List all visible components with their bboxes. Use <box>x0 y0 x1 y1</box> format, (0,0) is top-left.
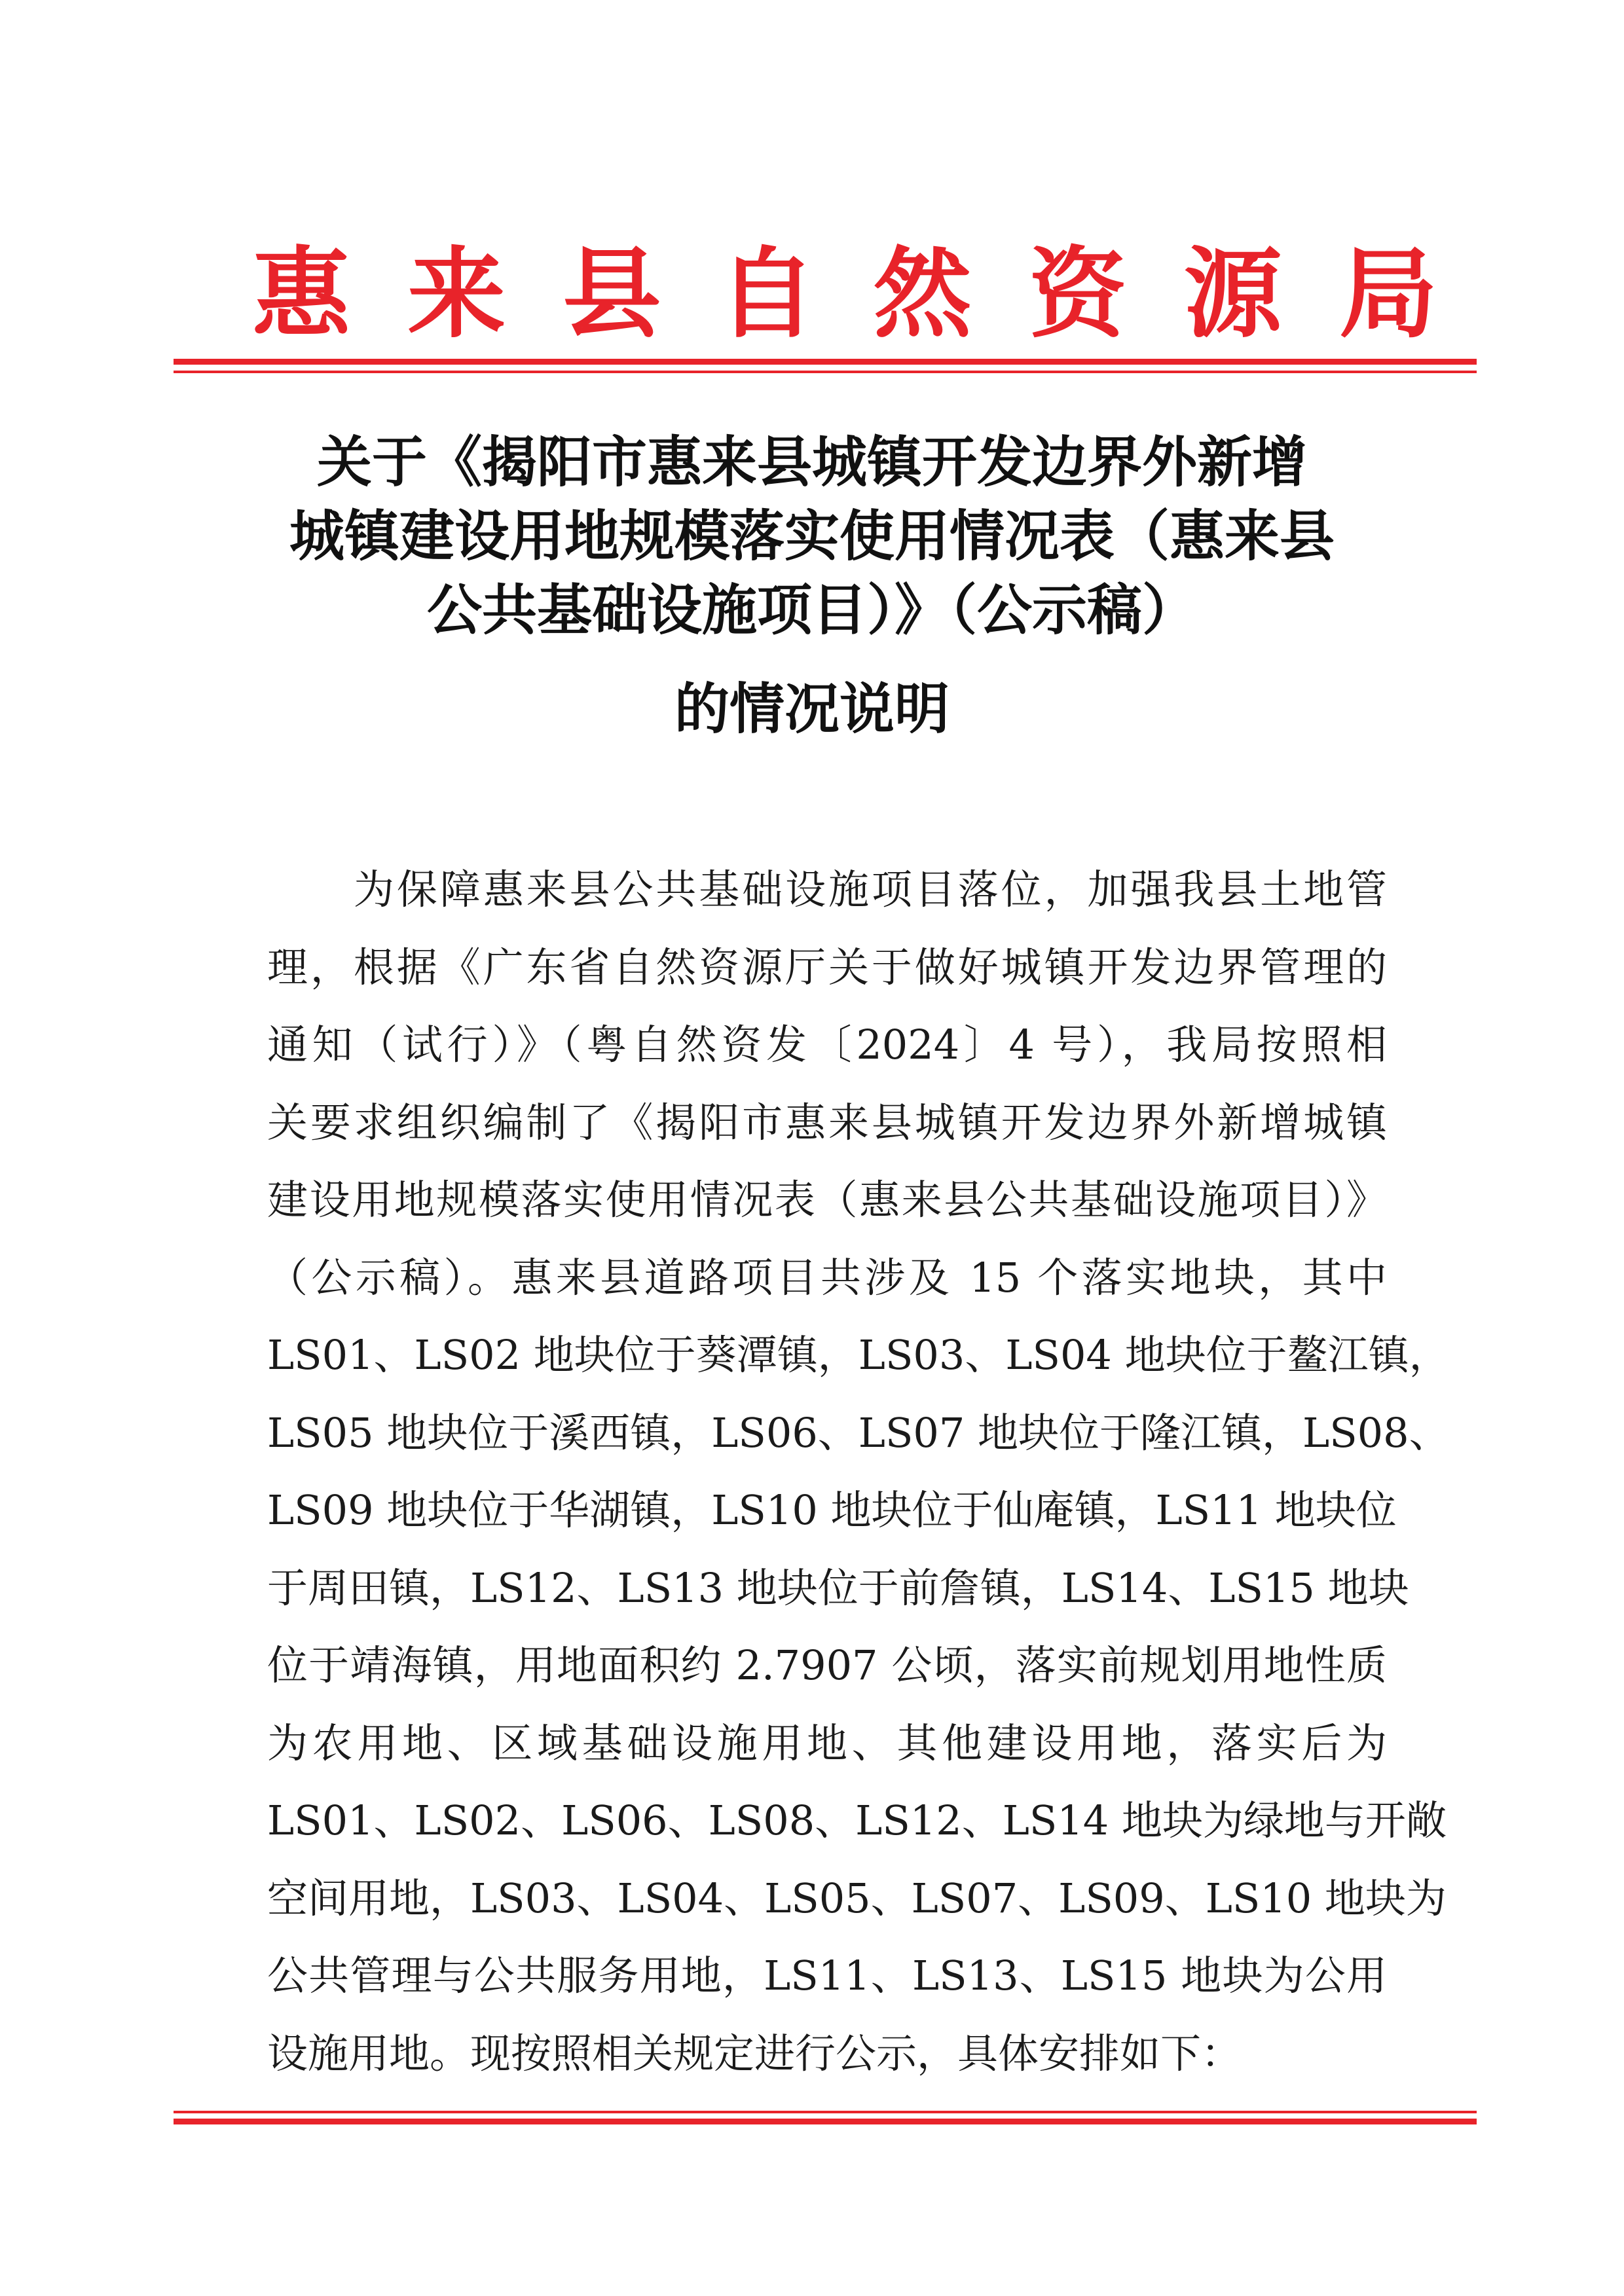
body-line: 设施用地。现按照相关规定进行公示，具体安排如下： <box>267 2029 1242 2077</box>
letterhead-char: 然 <box>873 238 972 352</box>
letterhead <box>174 236 1477 354</box>
title-line: 城镇建设用地规模落实使用情况表（惠来县 <box>289 504 1335 568</box>
body-line: LS05 地块位于溪西镇，LS06、LS07 地块位于隆江镇，LS08、 <box>267 1408 1450 1457</box>
body-line: LS09 地块位于华湖镇，LS10 地块位于仙庵镇，LS11 地块位 <box>267 1486 1397 1534</box>
letterhead-char: 惠 <box>252 238 351 352</box>
body-line: 通知（试行）》（粤自然资发〔2024〕4 号），我局按照相 <box>267 1021 1387 1068</box>
header-rule-thin <box>174 371 1477 373</box>
body-paragraph <box>267 851 1450 2092</box>
title-line: 公共基础设施项目）》（公示稿） <box>426 578 1197 642</box>
body-line: LS01、LS02、LS06、LS08、LS12、LS14 地块为绿地与开敞 <box>267 1796 1447 1844</box>
letterhead-char: 县 <box>563 238 661 352</box>
body-line: LS01、LS02 地块位于葵潭镇，LS03、LS04 地块位于鳌江镇， <box>267 1331 1450 1379</box>
body-line: 为保障惠来县公共基础设施项目落位，加强我县土地管 <box>354 866 1387 913</box>
body-line: （公示稿）。惠来县道路项目共涉及 15 个落实地块，其中 <box>267 1253 1387 1302</box>
document-title <box>196 426 1428 746</box>
letterhead-char: 自 <box>718 238 817 352</box>
letterhead-char: 局 <box>1338 238 1437 352</box>
letterhead-char: 资 <box>1028 238 1127 352</box>
body-line: 理，根据《广东省自然资源厅关于做好城镇开发边界管理的 <box>267 943 1387 991</box>
body-line: 为农用地、区域基础设施用地、其他建设用地，落实后为 <box>267 1719 1387 1767</box>
footer-rule-thick <box>174 2119 1477 2124</box>
letterhead-char: 来 <box>407 238 506 352</box>
body-line: 于周田镇，LS12、LS13 地块位于前詹镇，LS14、LS15 地块 <box>267 1563 1409 1612</box>
title-subtitle: 的情况说明 <box>674 677 950 741</box>
body-line: 位于靖海镇，用地面积约 2.7907 公顷，落实前规划用地性质 <box>267 1641 1387 1689</box>
body-line: 建设用地规模落实使用情况表（惠来县公共基础设施项目）》 <box>267 1176 1387 1224</box>
letterhead-char: 源 <box>1183 238 1282 352</box>
body-line: 关要求组织编制了《揭阳市惠来县城镇开发边界外新增城镇 <box>267 1098 1387 1146</box>
header-rule-thick <box>174 359 1477 365</box>
footer-rule-thin <box>174 2111 1477 2113</box>
body-line: 公共管理与公共服务用地，LS11、LS13、LS15 地块为公用 <box>267 1952 1387 1999</box>
title-line: 关于《揭阳市惠来县城镇开发边界外新增 <box>316 430 1307 494</box>
body-line: 空间用地，LS03、LS04、LS05、LS07、LS09、LS10 地块为 <box>267 1874 1447 1922</box>
